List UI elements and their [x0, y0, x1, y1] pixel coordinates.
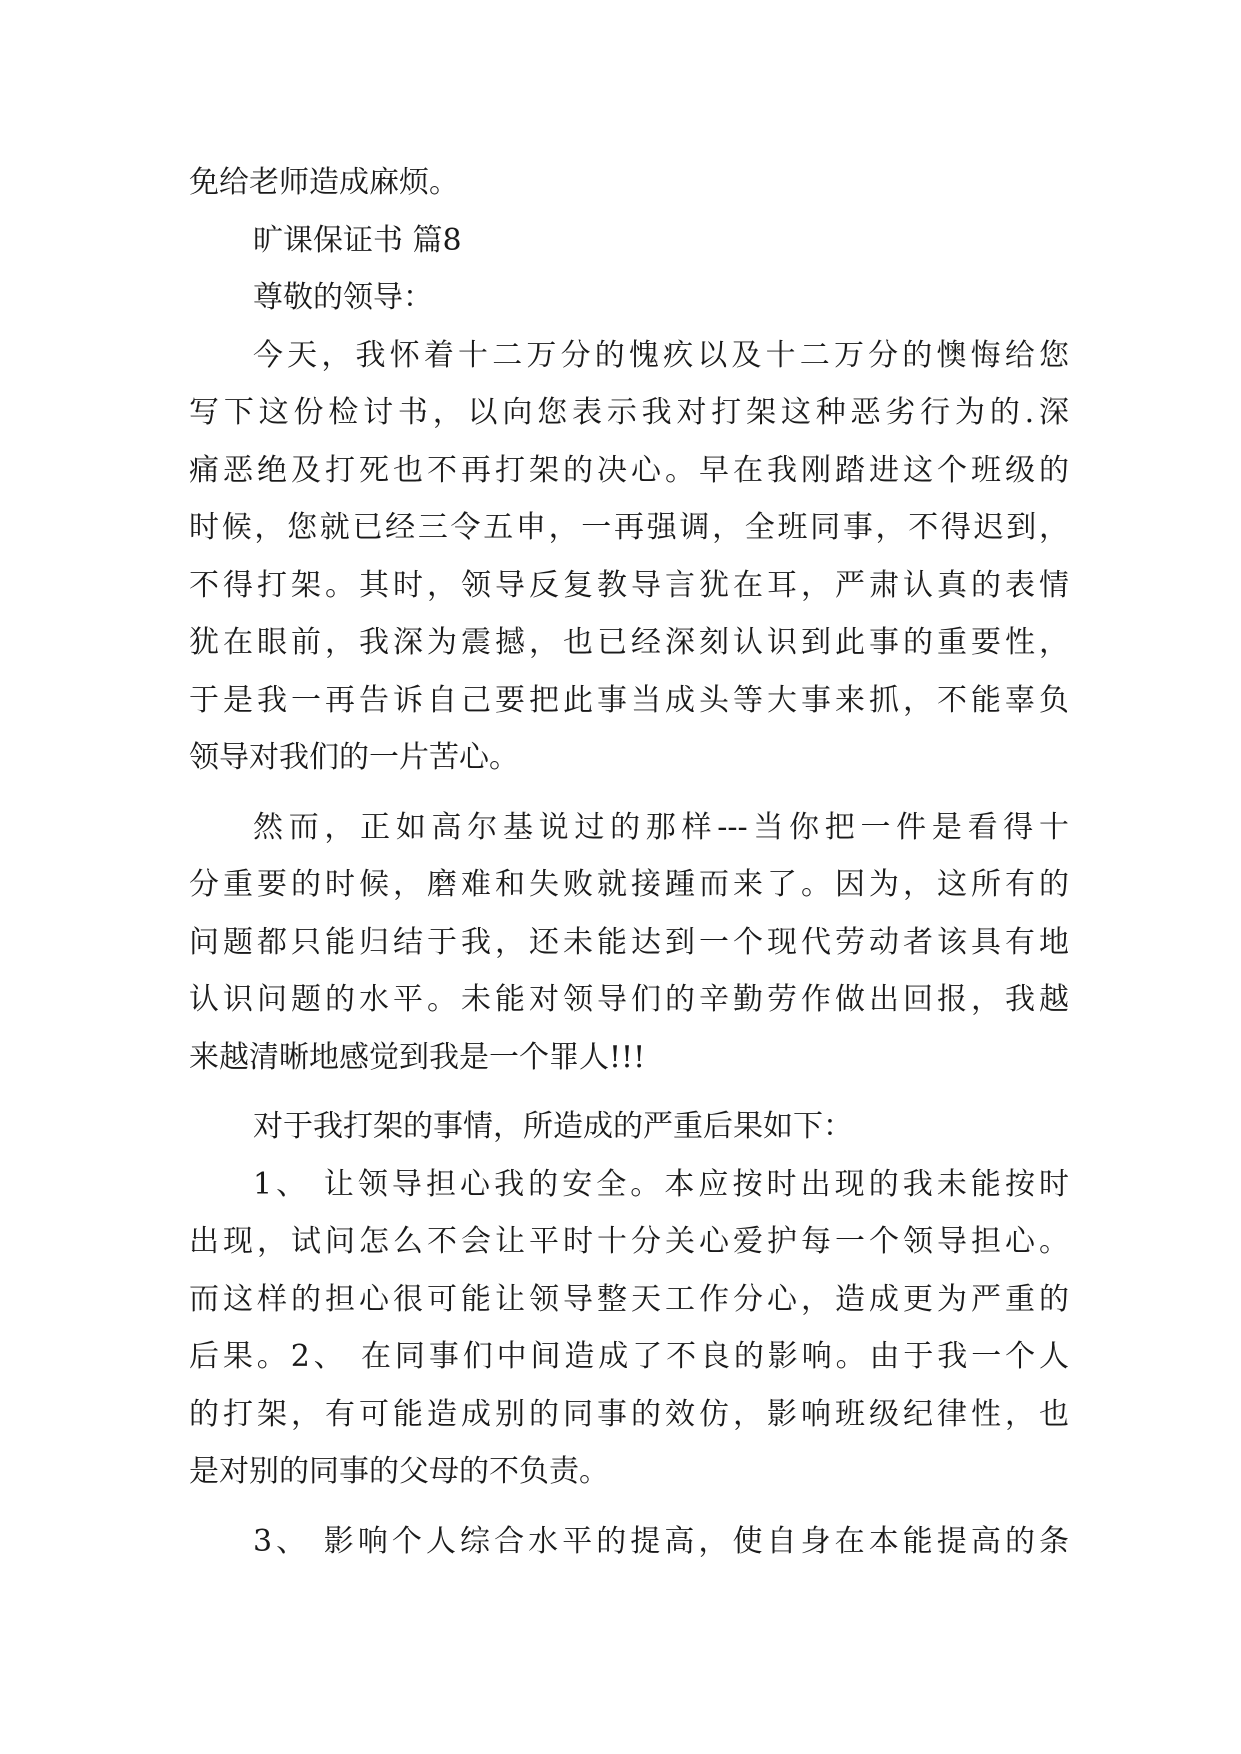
paragraph-line: 1、 让领导担心我的安全。本应按时出现的我未能按时 [253, 1166, 1069, 1202]
paragraph-line: 分重要的时候，磨难和失败就接踵而来了。因为，这所有的 [189, 867, 1069, 902]
paragraph-line: 今天，我怀着十二万分的愧疚以及十二万分的懊悔给您 [253, 337, 1069, 373]
paragraph-line: 然而，正如高尔基说过的那样---当你把一件是看得十 [253, 809, 1069, 845]
paragraph-line: 是对别的同事的父母的不负责。 [189, 1454, 609, 1489]
paragraph-line: 后果。2、 在同事们中间造成了不良的影响。由于我一个人 [189, 1339, 1069, 1374]
paragraph-line: 来越清晰地感觉到我是一个罪人!!! [189, 1039, 646, 1075]
paragraph-line: 的打架，有可能造成别的同事的效仿，影响班级纪律性，也 [189, 1396, 1069, 1432]
paragraph-line: 犹在眼前，我深为震撼，也已经深刻认识到此事的重要性， [189, 625, 1069, 660]
salutation: 尊敬的领导： [253, 280, 433, 315]
paragraph-line: 认识问题的水平。未能对领导们的辛勤劳作做出回报，我越 [189, 982, 1069, 1017]
paragraph-line: 而这样的担心很可能让领导整天工作分心，造成更为严重的 [189, 1281, 1069, 1317]
paragraph-line: 于是我一再告诉自己要把此事当成头等大事来抓，不能辜负 [189, 682, 1069, 718]
document-body [189, 154, 1069, 1570]
paragraph-line: 不得打架。其时，领导反复教导言犹在耳，严肃认真的表情 [189, 567, 1069, 603]
paragraph-line: 对于我打架的事情，所造成的严重后果如下： [253, 1109, 853, 1144]
paragraph-line: 3、 影响个人综合水平的提高，使自身在本能提高的条 [253, 1523, 1069, 1559]
paragraph-line: 领导对我们的一片苦心。 [189, 740, 519, 775]
section-heading: 旷课保证书 篇8 [253, 222, 462, 258]
paragraph-gap [189, 787, 1069, 799]
paragraph-line: 免给老师造成麻烦。 [189, 165, 459, 200]
paragraph-gap [189, 1086, 1069, 1098]
paragraph-line: 出现，试问怎么不会让平时十分关心爱护每一个领导担心。 [189, 1224, 1069, 1259]
paragraph-line: 问题都只能归结于我，还未能达到一个现代劳动者该具有地 [189, 924, 1069, 960]
paragraph-gap [189, 1501, 1069, 1513]
paragraph-line: 痛恶绝及打死也不再打架的决心。早在我刚踏进这个班级的 [189, 452, 1069, 488]
paragraph-line: 写下这份检讨书，以向您表示我对打架这种恶劣行为的.深 [189, 395, 1069, 430]
paragraph-line: 时候，您就已经三令五申，一再强调，全班同事，不得迟到， [189, 510, 1069, 545]
